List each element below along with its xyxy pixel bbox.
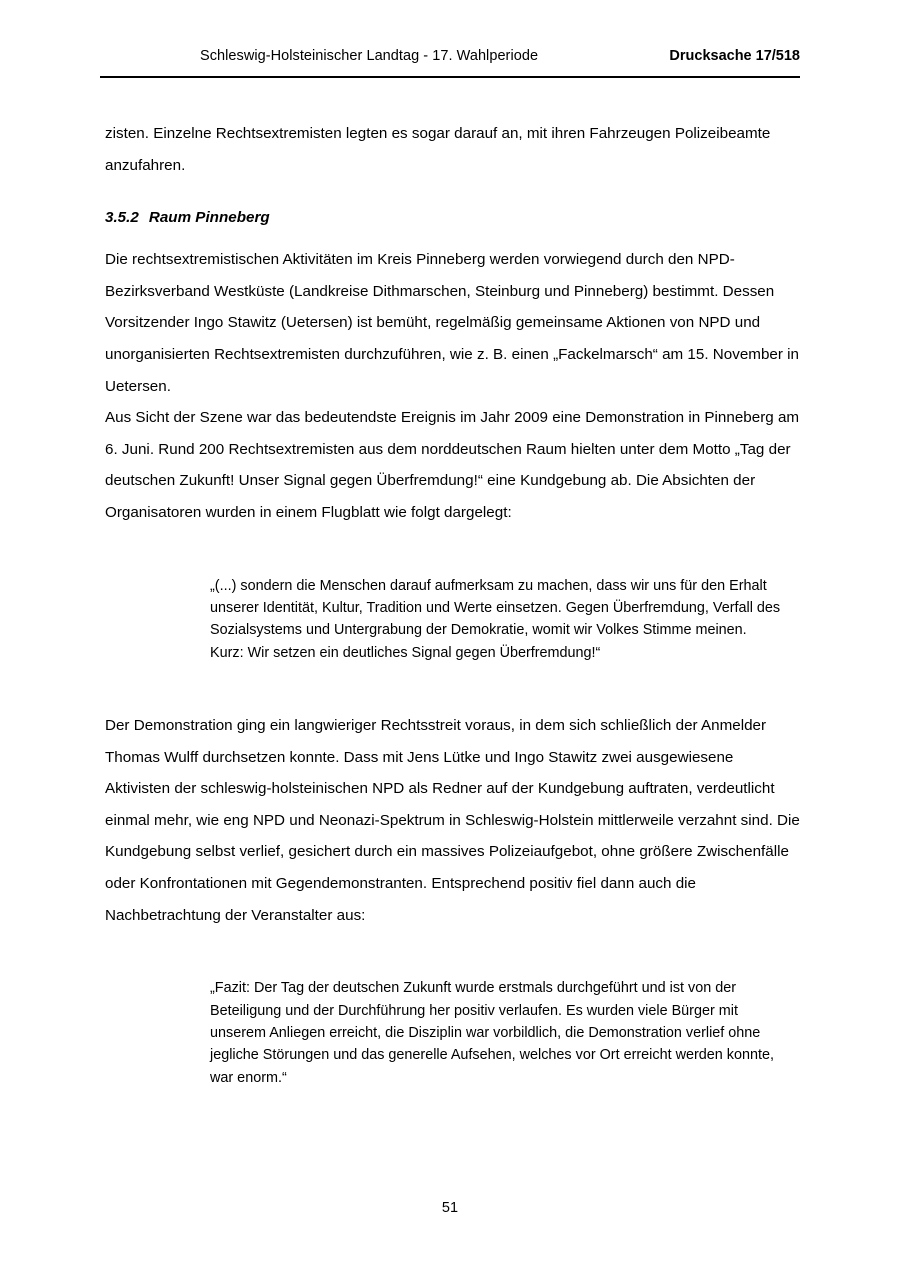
paragraph-1: Die rechtsextremistischen Aktivitäten im Kreis Pinneberg werden vorwiegend durch den NPD-Bezirksverband Westküste (Landkreise Dithmarschen, Steinburg und Pinneberg) bestimmt. Dessen Vorsitzender Ingo Stawitz (Uetersen) ist bemüht, regelmäßig gemeinsame Aktionen von NPD und unorganisierten Rechtsextremisten durchzuführen, wie z. B. einen „Fackelmarsch“ am 15. November in Uetersen. bbox=[105, 251, 800, 395]
page-header bbox=[100, 48, 800, 64]
blockquote-flugblatt bbox=[210, 575, 795, 664]
paragraph-continued: zisten. Einzelne Rechtsextremisten legten es sogar darauf an, mit ihren Fahrzeugen Polizeibeamte anzufahren. bbox=[105, 125, 771, 174]
page-number: 51 bbox=[441, 1200, 459, 1216]
section-number: 3.5.2 bbox=[105, 209, 139, 227]
blockquote-flugblatt-text: „(...) sondern die Menschen darauf aufmerksam zu machen, dass wir uns für den Erhalt unserer Identität, Kultur, Tradition und Werte einsetzen. Gegen Überfremdung, Verfall des Sozialsystems und Untergrabung der Demokratie, womit wir Volkes Stimme meinen. bbox=[210, 577, 781, 639]
page-footer bbox=[0, 1200, 900, 1216]
paragraph-3: Der Demonstration ging ein langwieriger Rechtsstreit voraus, in dem sich schließlich der Anmelder Thomas Wulff durchsetzen konnte. Dass mit Jens Lütke und Ingo Stawitz zwei ausgewiesene Aktivisten der schleswig-holsteinischen NPD als Redner auf der Kundgebung auftraten, verdeutlicht einmal mehr, wie eng NPD und Neonazi-Spektrum in Schleswig-Holstein mittlerweile verzahnt sind. Die Kundgebung selbst verlief, gesichert durch ein massives Polizeiaufgebot, ohne größere Zwischenfälle oder Konfrontationen mit Gegendemonstranten. Entsprechend positiv fiel dann auch die Nachbetrachtung der Veranstalter aus: bbox=[105, 717, 800, 924]
paragraph-2: Aus Sicht der Szene war das bedeutendste Ereignis im Jahr 2009 eine Demonstration in Pinneberg am 6. Juni. Rund 200 Rechtsextremisten aus dem norddeutschen Raum hielten unter dem Motto „Tag der deutschen Zukunft! Unser Signal gegen Überfremdung!“ eine Kundgebung ab. Die Absichten der Organisatoren wurden in einem Flugblatt wie folgt dargelegt: bbox=[105, 409, 800, 522]
page-content bbox=[105, 118, 800, 1135]
blockquote-flugblatt-text-last: Kurz: Wir setzen ein deutliches Signal gegen Überfremdung!“ bbox=[210, 644, 601, 661]
section-heading bbox=[105, 209, 800, 226]
header-title: Schleswig-Holsteinischer Landtag - 17. Wahlperiode bbox=[200, 48, 539, 64]
header-document-number: Drucksache 17/518 bbox=[669, 48, 800, 64]
blockquote-fazit bbox=[210, 977, 795, 1089]
header-divider bbox=[100, 76, 800, 78]
blockquote-fazit-text: „Fazit: Der Tag der deutschen Zukunft wurde erstmals durchgeführt und ist von der Beteiligung und der Durchführung her positiv verlaufen. Es wurden viele Bürger mit unserem Anliegen erreicht, die Disziplin war vorbildlich, die Demonstration verlief ohne jegliche Störungen und das generelle Aufsehen, welches vor Ort erreicht werden konnte, war enorm.“ bbox=[210, 980, 774, 1086]
section-title: Raum Pinneberg bbox=[148, 209, 270, 227]
